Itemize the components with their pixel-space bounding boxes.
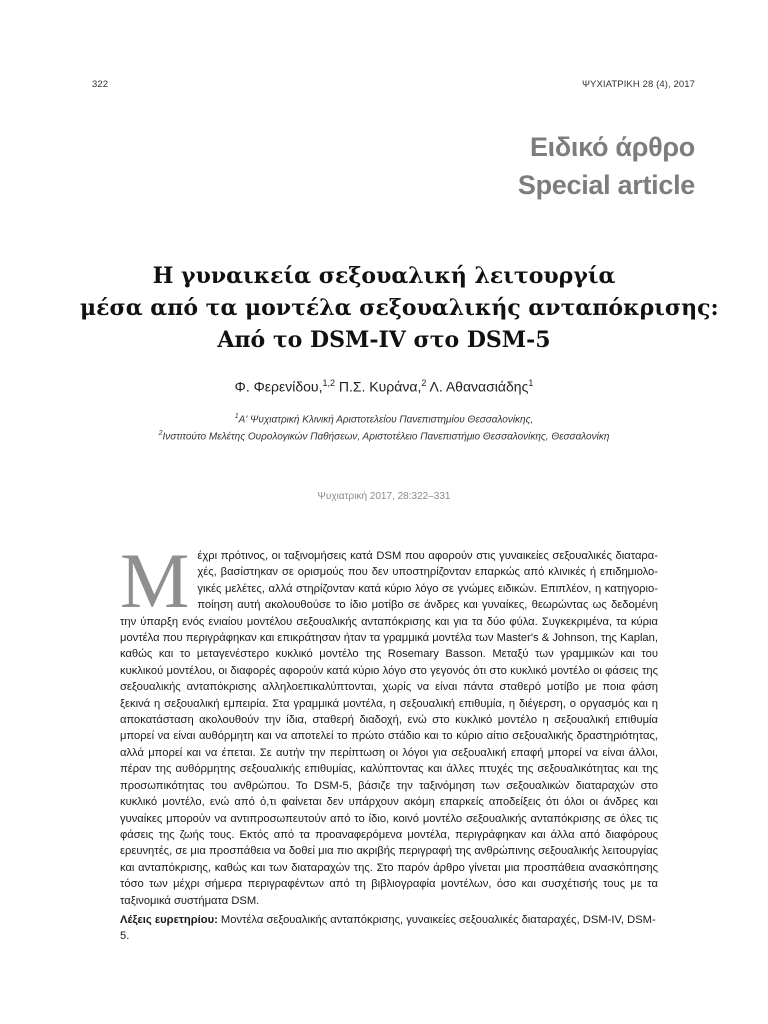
abstract-body (120, 537, 658, 909)
affiliation-1 (60, 413, 708, 425)
page-number: 322 (92, 79, 109, 90)
section-label-english: Special article (517, 170, 695, 200)
drop-cap: Μ (120, 537, 190, 624)
author-affiliation-marker: 2 (421, 378, 427, 388)
citation-line: Ψυχιατρική 2017, 28:322–331 (317, 491, 451, 502)
affiliation-marker: 1 (234, 413, 239, 420)
keywords (120, 912, 658, 945)
keywords-label: Λέξεις ευρετηρίου: (120, 913, 218, 926)
author-name: Φ. Φερενίδου, (234, 378, 323, 395)
affiliation-2 (60, 430, 708, 442)
title-line-1: Η γυναικεία σεξουαλική λειτουργία (152, 263, 616, 289)
affiliation-text: Α' Ψυχιατρική Κλινική Αριστοτελείου Πανεπιστημίου Θεσσαλονίκης, (238, 414, 534, 426)
author-affiliation-marker: 1 (528, 378, 534, 388)
abstract-text: έχρι πρότινος, οι ταξινομήσεις κατά DSM που αφορούν στις γυναικείες σεξουαλικές διαταραχές, βασίστηκαν σε ορισμούς που δεν υποστηρίζονταν επαρκώς από κλινικές ή επιδημιολογικές μελέτες, αλλά στηρίζονταν κατά κύριο λόγο σε γνώμες ειδικών. Επιπλέον, η κατηγοριοποίηση αυτή ακολουθούσε το ίδιο μοτίβο σε άνδρες και γυναίκες, θεωρώντας ως δεδομένη την ύπαρξη ενός ενιαίου μοντέλου σεξουαλικής ανταπόκρισης και για τα δύο φύλα. Συγκεκριμένα, τα κύρια μοντέλα που περιγράφηκαν και επικράτησαν ήταν τα γραμμικά μοντέλα των Master's & Johnson, της Kaplan, καθώς και το μεταγενέστερο κυκλικό μοντέλο της Rosemary Basson. Μεταξύ των γραμμικών και του κυκλικού μοντέλου, οι διαφορές αφορούν κατά κύριο λόγο στο γεγονός ότι στο κυκλικό μοντέλο οι φάσεις της σεξουαλικής ανταπόκρισης αλληλοεπικαλύπτονται, χωρίς να είναι πάντα σταθερό μοτίβο με ποια φάση ξεκινά η σεξουαλική εμπειρία. Στα γραμμικά μοντέλα, η σεξουαλική επιθυμία, η διέγερση, ο οργασμός και η αποκατάσταση ακολουθούν την ίδια, σταθερή διαδοχή, ενώ στο κυκλικό μοντέλο η σεξουαλική επιθυμία μπορεί να είναι αυθόρμητη και να αποτελεί το πρώτο στάδιο και το κύριο αίτιο σεξουαλικής δραστηριότητας, αλλά μπορεί και να έπεται. Σε αυτήν την περίπτωση οι λόγοι για σεξουαλική επαφή μπορεί να είναι άλλοι, πέραν της αυθόρμητης σεξουαλικής επιθυμίας, καλύπτοντας και άλλες πτυχές της σεξουαλικότητας και της προσωπικότητας του ανθρώπου. Το DSM-5, βάσιζε την ταξινόμηση των σεξουαλικών διαταραχών στο κυκλικό μοντέλο, ενώ από ό,τι φαίνεται δεν υπάρχουν ακόμη επαρκείς αποδείξεις ότι όλοι οι άνδρες και γυναίκες μπορούν να αντιπροσωπευτούν από το ίδιο, κοινό μοντέλο σεξουαλικής ανταπόκρισης σε όλες τις φάσεις της ζωής τους. Εκτός από τα προαναφερόμενα μοντέλα, περιγράφηκαν και άλλα από διαφόρους ερευνητές, σε μια προσπάθεια να δοθεί μια πιο ακριβής περιγραφή της ανθρώπινης σεξουαλικής λειτουργίας και ανταπόκρισης, καθώς και των διαταραχών της. Στο παρόν άρθρο γίνεται μια προσπάθεια ανασκόπησης τόσο των μέχρι σήμερα περιγραφέντων από τη βιβλιογραφία μοντέλων, όσο και συσχέτισής τους με τα ταξινομικά συστήματα DSM. (120, 550, 658, 907)
title-line-3: Από το DSM-IV στο DSM-5 (217, 327, 551, 353)
author-name: Π.Σ. Κυράνα, (334, 378, 422, 395)
author-name: Λ. Αθανασιάδης (426, 378, 529, 395)
author-affiliation-marker: 1,2 (322, 378, 335, 388)
abstract (120, 537, 658, 945)
keywords-text: Μοντέλα σεξουαλικής ανταπόκρισης, γυναικείες σεξουαλικές διαταραχές, DSM-IV, DSM-5. (120, 913, 656, 943)
title-line-2: μέσα από τα μοντέλα σεξουαλικής ανταπόκρισης: (80, 295, 719, 321)
author-list (80, 378, 688, 395)
section-label-greek: Ειδικό άρθρο (529, 132, 695, 162)
affiliation-marker: 2 (158, 430, 163, 437)
article-title (80, 260, 719, 356)
journal-reference: ΨΥΧΙΑΤΡΙΚΗ 28 (4), 2017 (581, 79, 695, 90)
affiliation-text: Ινστιτούτο Μελέτης Ουρολογικών Παθήσεων, Αριστοτέλειο Πανεπιστήμιο Θεσσαλονίκης, Θεσσαλονίκη (162, 431, 610, 443)
